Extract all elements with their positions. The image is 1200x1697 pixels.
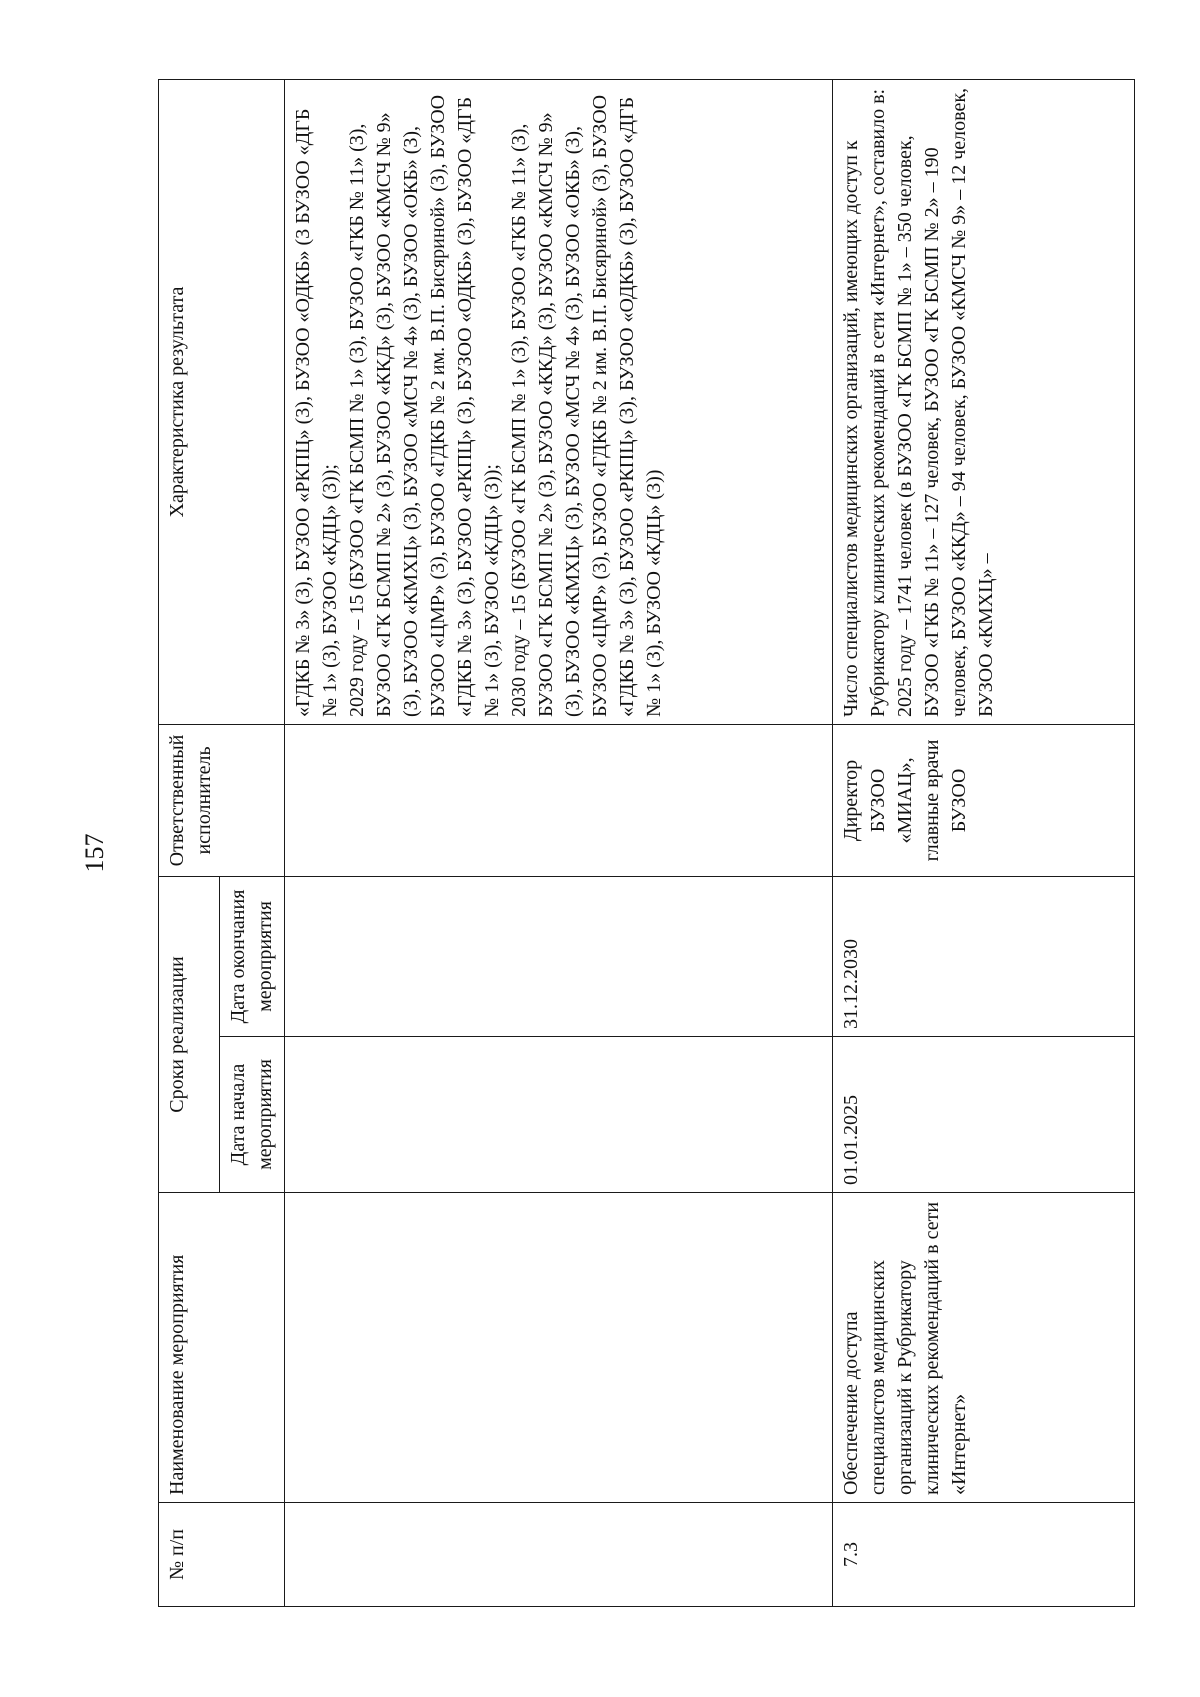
- result-line: «ГДКБ № 3» (3), БУЗОО «РКПЦ» (3), БУЗОО «ОДКБ» (3 БУЗОО «ДГБ № 1» (3), БУЗОО «КДЦ» (3));: [292, 108, 341, 717]
- row-start: [285, 1037, 833, 1193]
- row-end: [285, 876, 833, 1036]
- header-name: Наименование мероприятия: [159, 1193, 285, 1503]
- row-num: 7.3: [833, 1503, 1135, 1607]
- row-num: [285, 1503, 833, 1607]
- row-name: Обеспечение доступа специалистов медицинских организаций к Рубрикатору клинических рекомендаций в сети «Интернет»: [833, 1193, 1135, 1503]
- result-line: 2029 году – 15 (БУЗОО «ГК БСМП № 1» (3), БУЗОО «ГКБ № 11» (3), БУЗОО «ГК БСМП № 2» (3), БУЗОО «ККД» (3), БУЗОО «КМСЧ № 9» (3), БУЗОО «КМХЦ» (3), БУЗОО «МСЧ № 4» (3), БУЗОО «ОКБ» (3), БУЗОО «ЦМР» (3), БУЗОО «ГДКБ № 2 им. В.П. Бисяриной» (3), БУЗОО «ГДКБ № 3» (3), БУЗОО «РКПЦ» (3), БУЗОО «ОДКБ» (3), БУЗОО «ДГБ № 1» (3), БУЗОО «КДЦ» (3));: [346, 94, 503, 717]
- row-result: [833, 79, 1135, 724]
- result-line: Число специалистов медицинских организаций, имеющих доступ к Рубрикатору клинических рекомендаций в сети «Интернет», составило в: 2025 году – 1741 человек (в БУЗОО «ГК БСМП № 1» – 350 человек, БУЗОО «ГКБ № 11» – 127 человек, БУЗОО «ГК БСМП № 2» – 190 человек, БУЗОО «ККД» – 94 человек, БУЗОО «КМСЧ № 9» – 12 человек, БУЗОО «КМХЦ» –: [840, 87, 997, 717]
- document-table-rotated: [158, 80, 1135, 1607]
- row-result: [285, 79, 833, 724]
- row-responsible: Директор БУЗОО «МИАЦ», главные врачи БУЗОО: [833, 724, 1135, 876]
- row-start: 01.01.2025: [833, 1037, 1135, 1193]
- row-name: [285, 1193, 833, 1503]
- activities-table: [158, 79, 1135, 1607]
- row-end: 31.12.2030: [833, 876, 1135, 1036]
- header-num: № п/п: [159, 1503, 285, 1607]
- header-responsible: Ответственный исполнитель: [159, 724, 285, 876]
- page-number: 157: [80, 833, 109, 873]
- header-terms: Сроки реализации: [159, 876, 220, 1192]
- result-line: 2030 году – 15 (БУЗОО «ГК БСМП № 1» (3), БУЗОО «ГКБ № 11» (3), БУЗОО «ГК БСМП № 2» (3), БУЗОО «ККД» (3), БУЗОО «КМСЧ № 9» (3), БУЗОО «КМХЦ» (3), БУЗОО «МСЧ № 4» (3), БУЗОО «ОКБ» (3), БУЗОО «ЦМР» (3), БУЗОО «ГДКБ № 2 им. В.П. Бисяриной» (3), БУЗОО «ГДКБ № 3» (3), БУЗОО «РКПЦ» (3), БУЗОО «ОДКБ» (3), БУЗОО «ДГБ № 1» (3), БУЗОО «КДЦ» (3)): [508, 94, 665, 717]
- table-row: [833, 79, 1135, 1606]
- table-row: [285, 79, 833, 1606]
- row-responsible: [285, 724, 833, 876]
- header-result: Характеристика результата: [159, 79, 285, 724]
- header-end: Дата окончания мероприятия: [220, 876, 285, 1036]
- header-start: Дата начала мероприятия: [220, 1037, 285, 1193]
